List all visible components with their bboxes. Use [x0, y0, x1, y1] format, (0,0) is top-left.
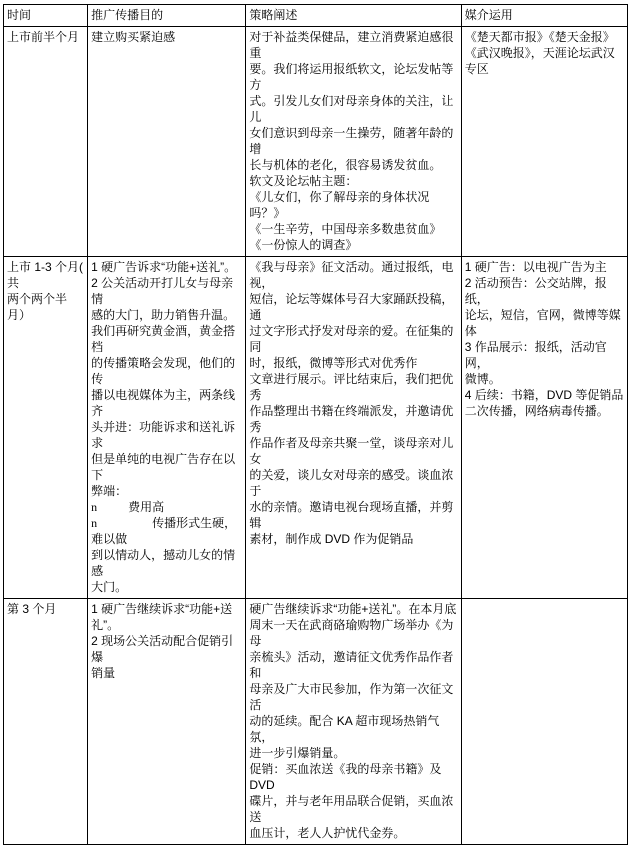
strategy-line: 长与机体的老化，很容易诱发贫血。 — [249, 158, 442, 172]
strategy-line: 过文字形式抒发对母亲的爱。在征集的同 — [249, 324, 454, 354]
header-media: 媒介运用 — [461, 5, 627, 27]
purpose-line: 2 现场公关活动配合促销引爆 — [91, 634, 234, 664]
cell-time-1 — [4, 27, 88, 257]
strategy-line: 血压计，老人人护忧代金券。 — [249, 826, 406, 840]
purpose-bullet: n 传播形式生硬，难以做 — [91, 516, 237, 546]
strategy-line: 短信，论坛等媒体号召大家踊跃投稿，通 — [249, 292, 454, 322]
cell-time-2 — [4, 257, 88, 599]
purpose-line: 1 硬广告继续诉求“功能+送 — [91, 602, 233, 616]
cell-strategy-3 — [246, 599, 461, 845]
strategy-line: 文章进行展示。评比结束后，我们把优秀 — [249, 372, 454, 402]
purpose-line: 的传播策略会发现，他们的传 — [91, 356, 236, 386]
purpose-bullet: n 费用高 — [91, 500, 165, 514]
cell-media-1 — [461, 27, 627, 257]
purpose-line: 销量 — [91, 666, 116, 680]
time-line: 第 3 个月 — [7, 602, 57, 616]
purpose-line: 感的大门，助力销售升温。 — [91, 308, 236, 322]
strategy-line: 对于补益类保健品，建立消费紧迫感很重 — [249, 30, 454, 60]
cell-purpose-2 — [88, 257, 246, 599]
cell-purpose-1 — [88, 27, 246, 257]
strategy-line: 《一生辛劳，中国母亲多数患贫血》 — [249, 222, 442, 236]
cell-media-3 — [461, 599, 627, 845]
purpose-line: 头并进：功能诉求和送礼诉求 — [91, 420, 236, 450]
media-line: 专区 — [464, 62, 489, 76]
strategy-line: 素材，制作成 DVD 作为促销品 — [249, 532, 414, 546]
promotion-plan-table — [3, 4, 628, 845]
strategy-line: 硬广告继续诉求“功能+送礼”。在本月底 — [249, 602, 457, 616]
header-time: 时间 — [4, 5, 88, 27]
bullet-marker: n — [91, 516, 98, 530]
strategy-line: 《儿女们，你了解母亲的身体状况吗？》 — [249, 190, 430, 220]
media-line: 《楚天都市报》《楚天金报》 — [464, 30, 615, 44]
strategy-line: 的关爱，谈儿女对母亲的感受。谈血浓于 — [249, 468, 454, 498]
purpose-line: 到以情动人，撼动儿女的情感 — [91, 548, 236, 578]
purpose-line: 建立购买紧迫感 — [91, 30, 176, 44]
strategy-line: 水的亲情。邀请电视台现场直播，并剪辑 — [249, 500, 454, 530]
strategy-line: 动的延续。配合 KA 超市现场热销气氛， — [249, 714, 440, 744]
table-row — [4, 27, 628, 257]
header-strategy: 策略阐述 — [246, 5, 461, 27]
purpose-line: 2 公关活动开打儿女与母亲情 — [91, 276, 234, 306]
media-line: 二次传播，网络病毒传播。 — [464, 404, 609, 418]
strategy-line: 《一份惊人的调查》 — [249, 238, 358, 252]
cell-time-3 — [4, 599, 88, 845]
strategy-line: 作品整理出书籍在终端派发，并邀请优秀 — [249, 404, 454, 434]
media-line: 《武汉晚报》，天涯论坛武汉 — [464, 46, 615, 60]
strategy-line: 要。我们将运用报纸软文，论坛发帖等方 — [249, 62, 454, 92]
purpose-line: 弊端： — [91, 484, 128, 498]
strategy-line: 女们意识到母亲一生操劳，随著年龄的增 — [249, 126, 454, 156]
purpose-line: 我们再研究黄金酒，黄金搭档 — [91, 324, 236, 354]
cell-media-2 — [461, 257, 627, 599]
media-line: 4 后续：书籍，DVD 等促销品 — [464, 388, 624, 402]
strategy-line: 式。引发儿女们对母亲身体的关注，让儿 — [249, 94, 454, 124]
table-header-row — [4, 5, 628, 27]
table-row — [4, 599, 628, 845]
media-line: 1 硬广告：以电视广告为主 — [464, 260, 607, 274]
media-line: 微博。 — [464, 372, 501, 386]
bullet-marker: n — [91, 500, 98, 514]
cell-strategy-2 — [246, 257, 461, 599]
cell-strategy-1 — [246, 27, 461, 257]
purpose-line: 播以电视媒体为主，两条线齐 — [91, 388, 236, 418]
media-line: 2 活动预告：公交站牌，报纸， — [464, 276, 607, 306]
table-row — [4, 257, 628, 599]
header-purpose: 推广传播目的 — [88, 5, 246, 27]
media-line: 论坛，短信，官网，微博等媒 — [464, 308, 621, 322]
strategy-line: 《我与母亲》征文活动。通过报纸，电视， — [249, 260, 454, 290]
purpose-line: 大门。 — [91, 580, 128, 594]
time-line: 上市 1-3 个月( 共 — [7, 260, 84, 290]
strategy-line: 周末一天在武商硌瑜购物广场举办《为母 — [249, 618, 454, 648]
strategy-line: 亲梳头》活动，邀请征文优秀作品作者和 — [249, 650, 454, 680]
strategy-line: 碟片，并与老年用品联合促销，买血浓送 — [249, 794, 454, 824]
strategy-line: 促销：买血浓送《我的母亲书籍》及 DVD — [249, 762, 442, 792]
time-line: 上市前半个月 — [7, 30, 80, 44]
strategy-line: 时，报纸，微博等形式对优秀作 — [249, 356, 418, 370]
strategy-line: 进一步引爆销量。 — [249, 746, 346, 760]
time-line: 两个两个半月） — [7, 292, 68, 322]
media-line: 体 — [464, 324, 477, 338]
purpose-line: 礼”。 — [91, 618, 120, 632]
purpose-line: 1 硬广告诉求“功能+送礼”。 — [91, 260, 237, 274]
cell-purpose-3 — [88, 599, 246, 845]
strategy-line: 软文及论坛帖主题： — [249, 174, 358, 188]
media-line: 3 作品展示：报纸，活动官网， — [464, 340, 607, 370]
strategy-line: 作品作者及母亲共聚一堂，谈母亲对儿女 — [249, 436, 454, 466]
purpose-line: 但是单纯的电视广告存在以下 — [91, 452, 236, 482]
strategy-line: 母亲及广大市民参加，作为第一次征文活 — [249, 682, 454, 712]
